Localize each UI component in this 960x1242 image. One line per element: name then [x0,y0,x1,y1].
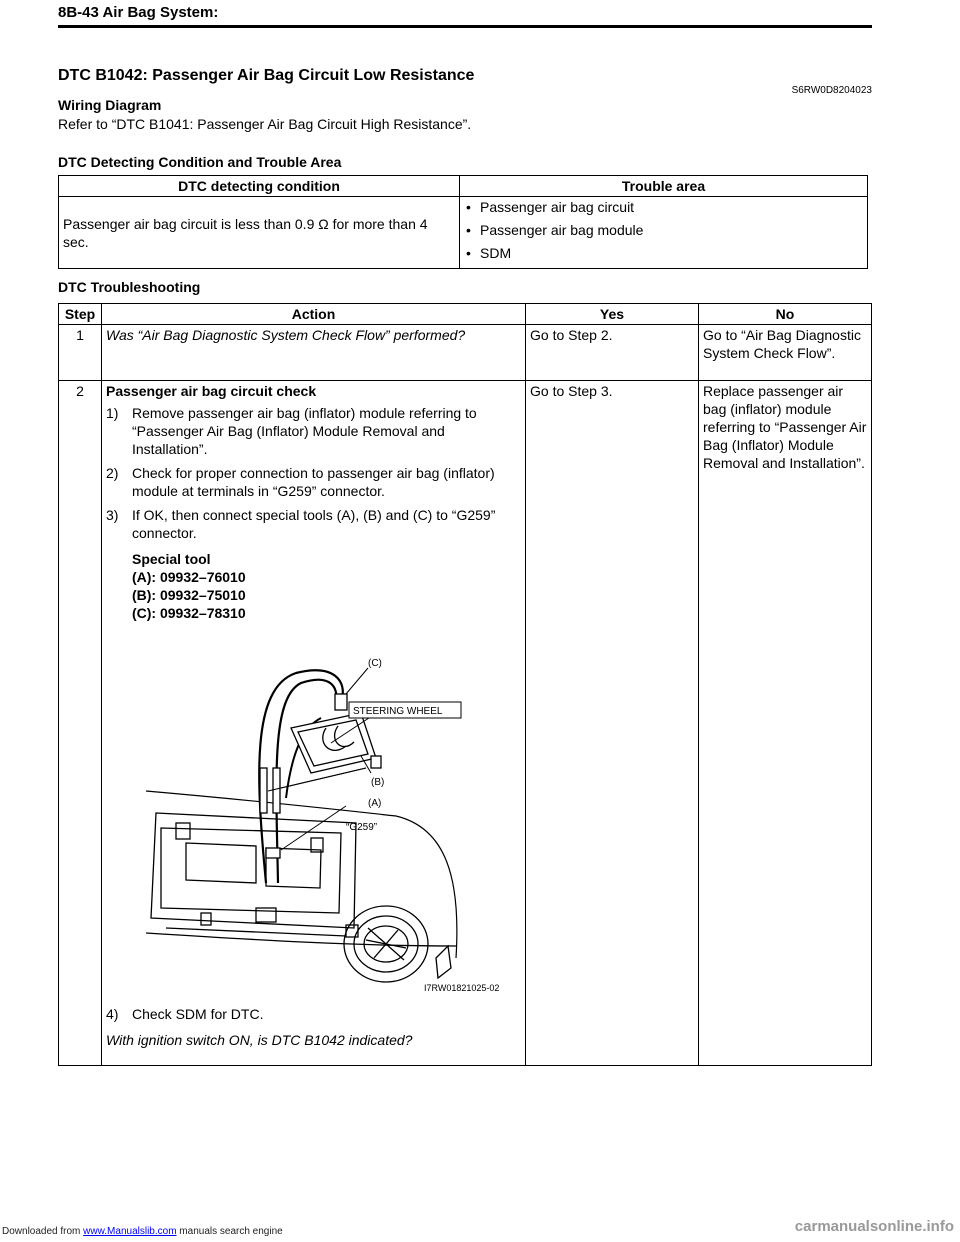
figure-id: I7RW01821025-02 [424,983,500,993]
row2-title: Passenger air bag circuit check [106,383,317,399]
special-tool-title: Special tool [132,551,211,567]
detect-table [58,175,868,269]
list-item: • Passenger air bag module [464,221,863,239]
connector-figure [106,628,516,1003]
row1-step: 1 [59,325,102,381]
detect-heading: DTC Detecting Condition and Trouble Area [58,154,342,170]
list-item: 4) Check SDM for DTC. [106,1006,264,1022]
row1-yes: Go to Step 2. [526,325,699,381]
doc-code: S6RW0D8204023 [791,85,872,96]
special-tool-c: (C): 09932–78310 [132,605,246,621]
footer: Downloaded from www.Manualslib.com manuals search engine [2,1226,283,1237]
troubleshooting-table [58,303,872,1066]
special-tool-a: (A): 09932–76010 [132,569,246,585]
label-g259: “G259” [346,822,378,833]
page-title: DTC B1042: Passenger Air Bag Circuit Low Resistance [58,67,475,84]
list-item: 2) Check for proper connection to passenger air bag (inflator) module at terminals in “G259” connector. [106,465,495,499]
detect-condition: Passenger air bag circuit is less than 0.9 Ω for more than 4 sec. [59,197,460,269]
label-a: (A) [368,798,382,809]
row1-action: Was “Air Bag Diagnostic System Check Flow” performed? [102,325,526,381]
list-item: • SDM [464,244,863,262]
label-b: (B) [371,777,385,788]
row2-action [102,381,526,1066]
col-no: No [699,304,872,325]
manualslib-link[interactable]: www.Manualslib.com [83,1226,177,1237]
label-c: (C) [368,658,382,669]
col-yes: Yes [526,304,699,325]
row2-yes: Go to Step 3. [526,381,699,1066]
row1-no: Go to “Air Bag Diagnostic System Check Flow”. [699,325,872,381]
detect-col-area: Trouble area [460,176,868,197]
row2-steps [106,404,521,622]
label-steering-wheel: STEERING WHEEL [353,706,443,717]
running-header: 8B-43 Air Bag System: [58,4,219,21]
col-step: Step [59,304,102,325]
trouble-area-list [464,198,863,262]
list-item: 1) Remove passenger air bag (inflator) module referring to “Passenger Air Bag (Inflator) Module Removal and Installation”. [106,405,477,457]
wiring-heading: Wiring Diagram [58,97,162,113]
list-item: 3) If OK, then connect special tools (A), (B) and (C) to “G259” connector. Special tool (A): 09932–76010 (B): 09932–75010 (C): 09932–78310 [106,506,521,622]
row2-step: 2 [59,381,102,1066]
troubleshooting-heading: DTC Troubleshooting [58,279,201,295]
detect-col-condition: DTC detecting condition [59,176,460,197]
watermark: carmanualsonline.info [794,1218,954,1235]
special-tool-b: (B): 09932–75010 [132,587,246,603]
list-item: • Passenger air bag circuit [464,198,863,216]
header-rule [58,25,872,28]
wiring-text: Refer to “DTC B1041: Passenger Air Bag Circuit High Resistance”. [58,116,472,132]
row2-no: Replace passenger air bag (inflator) module referring to “Passenger Air Bag (Inflator) Module Removal and Installation”. [699,381,872,1066]
row2-question: With ignition switch ON, is DTC B1042 indicated? [106,1032,413,1048]
col-action: Action [102,304,526,325]
